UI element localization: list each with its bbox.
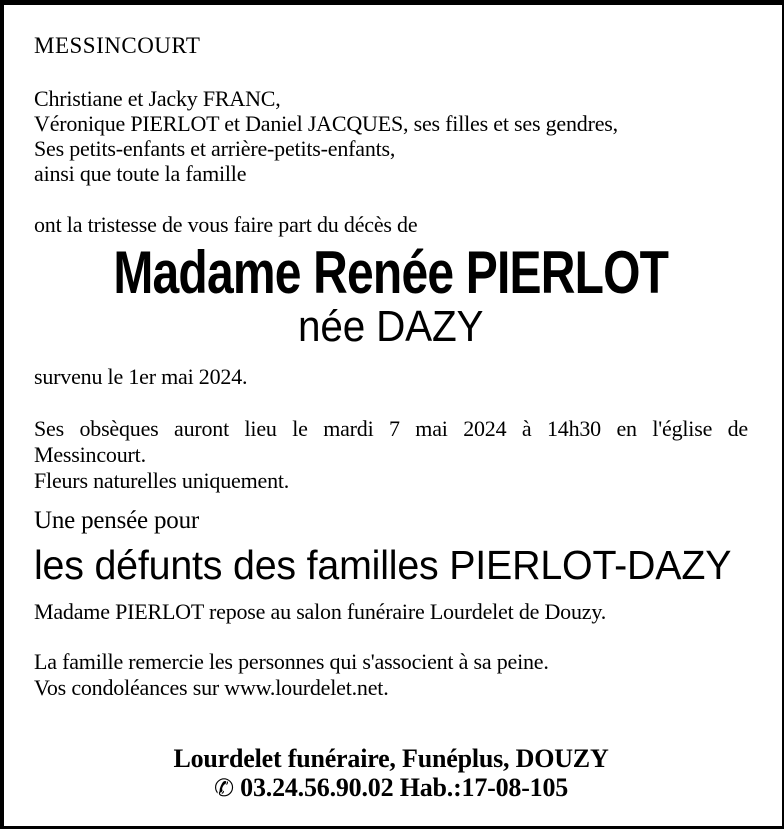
repose-info: Madame PIERLOT repose au salon funéraire Lourdelet de Douzy. [34,599,607,624]
thanks-line: La famille remercie les personnes qui s'associent à sa peine. [34,649,549,674]
family-line: Christiane et Jacky FRANC, [34,86,281,111]
phone-line [34,774,748,802]
maiden-name [34,304,748,350]
family-line: ainsi que toute la famille [34,161,247,186]
phone-icon: ✆ [213,774,234,802]
tribute-families [34,542,748,588]
funeral-home-name: Lourdelet funéraire, Funéplus, DOUZY [173,744,609,773]
condolences-line: Vos condoléances sur www.lourdelet.net. [34,675,389,700]
town-name: MESSINCOURT [34,33,201,58]
family-line: Ses petits-enfants et arrière-petits-enfants, [34,136,396,161]
registration-number: Hab.:17-08-105 [399,773,569,802]
announcement-text: ont la tristesse de vous faire part du décès de [34,212,418,237]
maiden-name-text: née DAZY [298,302,484,351]
deceased-name-text: Madame Renée PIERLOT [113,239,669,306]
deceased-name [34,239,748,306]
tribute-families-text: les défunts des familles PIERLOT-DAZY [34,542,732,588]
flowers-note: Fleurs naturelles uniquement. [34,468,290,493]
death-date: survenu le 1er mai 2024. [34,364,248,389]
phone-number: 03.24.56.90.02 [240,773,394,802]
funeral-home-footer [34,745,748,802]
funeral-line-justified: Ses obsèques auront lieu le mardi 7 mai 2024 à 14h30 en l'église de [34,416,748,441]
thanks-block [34,649,748,701]
funeral-details [34,416,748,494]
family-list [34,86,748,186]
family-line: Véronique PIERLOT et Daniel JACQUES, ses filles et ses gendres, [34,111,618,136]
funeral-line-rest: Messincourt. [34,442,146,467]
tribute-intro: Une pensée pour [34,507,199,534]
